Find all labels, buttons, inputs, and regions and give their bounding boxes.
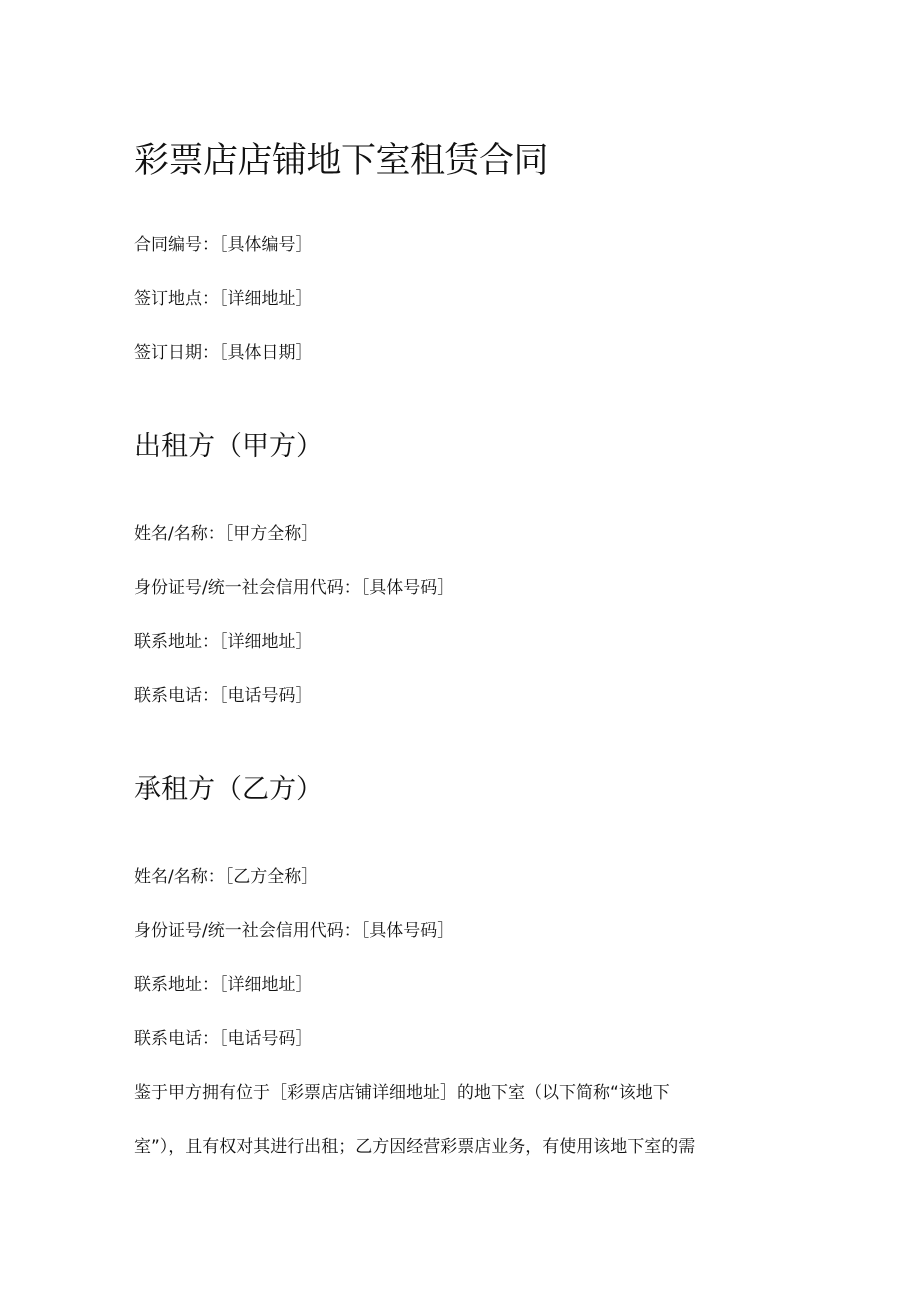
lessor-phone-line: 联系电话：［电话号码］ — [134, 686, 313, 706]
lessee-phone-line: 联系电话：［电话号码］ — [134, 1029, 313, 1049]
lessor-address-line: 联系地址：［详细地址］ — [134, 632, 313, 652]
lessor-name-line: 姓名/名称：［甲方全称］ — [134, 524, 319, 544]
lessee-heading: 承租方（乙方） — [134, 774, 323, 805]
document-title: 彩票店店铺地下室租赁合同 — [134, 141, 549, 181]
preamble-line-2: 室”），且有权对其进行出租；乙方因经营彩票店业务，有使用该地下室的需 — [134, 1137, 696, 1157]
contract-number-line: 合同编号：［具体编号］ — [134, 235, 313, 255]
signing-place-line: 签订地点：［详细地址］ — [134, 289, 313, 309]
lessee-address-line: 联系地址：［详细地址］ — [134, 975, 313, 995]
lessor-id-line: 身份证号/统一社会信用代码：［具体号码］ — [134, 578, 455, 598]
preamble-line-1: 鉴于甲方拥有位于［彩票店店铺详细地址］的地下室（以下简称“该地下 — [134, 1083, 670, 1103]
lessee-id-line: 身份证号/统一社会信用代码：［具体号码］ — [134, 921, 455, 941]
signing-date-line: 签订日期：［具体日期］ — [134, 343, 313, 363]
lessor-heading: 出租方（甲方） — [134, 431, 323, 462]
lessee-name-line: 姓名/名称：［乙方全称］ — [134, 867, 319, 887]
